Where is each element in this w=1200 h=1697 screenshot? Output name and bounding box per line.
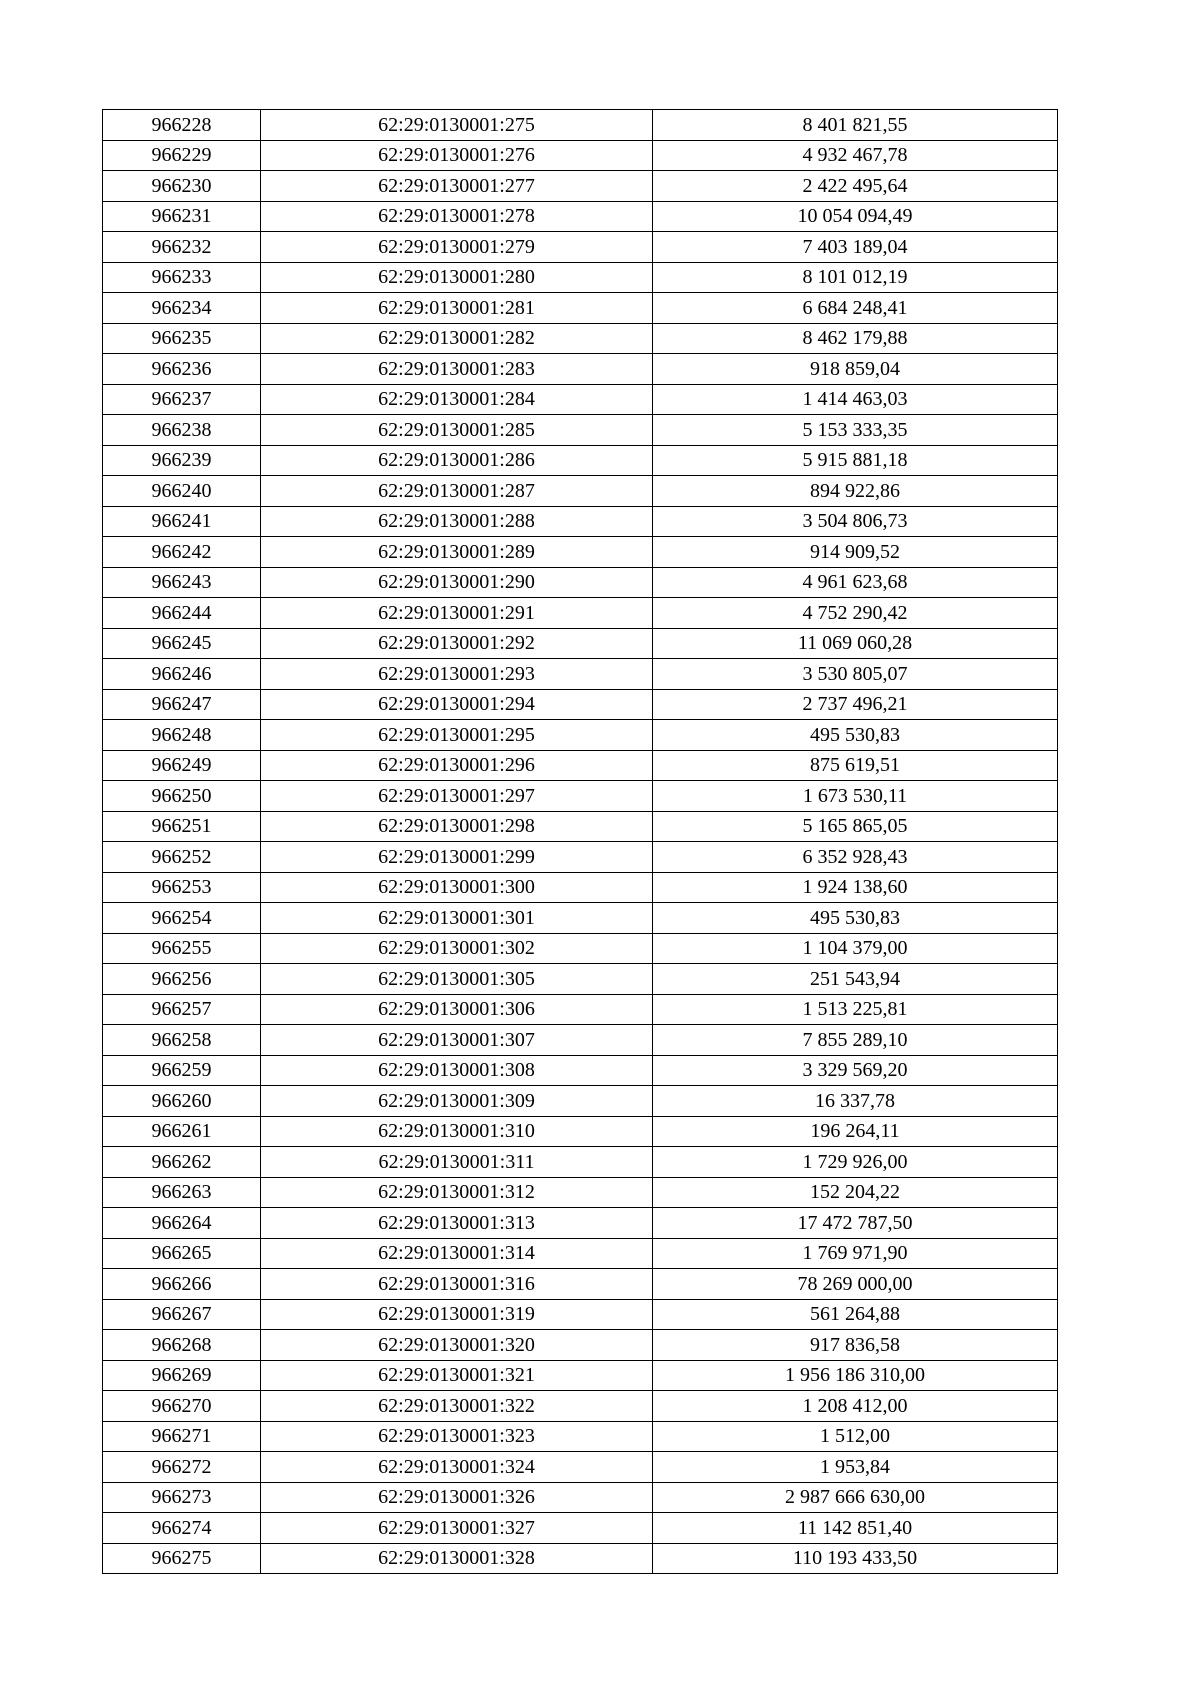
- cadastral-number-cell: 62:29:0130001:298: [261, 811, 653, 842]
- cadastral-value-cell: 1 513 225,81: [653, 994, 1058, 1025]
- cadastral-value-cell: 4 752 290,42: [653, 598, 1058, 629]
- table-row: [103, 1482, 1058, 1513]
- cadastral-value-cell: 1 104 379,00: [653, 933, 1058, 964]
- cadastral-value-cell: 110 193 433,50: [653, 1543, 1058, 1574]
- cadastral-number-cell: 62:29:0130001:320: [261, 1330, 653, 1361]
- row-number-cell: 966270: [103, 1391, 261, 1422]
- table-row: [103, 933, 1058, 964]
- row-number-cell: 966242: [103, 537, 261, 568]
- cadastral-number-cell: 62:29:0130001:297: [261, 781, 653, 812]
- table-body: [103, 110, 1058, 1574]
- table-row: [103, 567, 1058, 598]
- cadastral-number-cell: 62:29:0130001:294: [261, 689, 653, 720]
- table-row: [103, 872, 1058, 903]
- cadastral-number-cell: 62:29:0130001:305: [261, 964, 653, 995]
- cadastral-value-cell: 2 987 666 630,00: [653, 1482, 1058, 1513]
- cadastral-number-cell: 62:29:0130001:301: [261, 903, 653, 934]
- table-row: [103, 781, 1058, 812]
- row-number-cell: 966260: [103, 1086, 261, 1117]
- cadastral-value-cell: 1 953,84: [653, 1452, 1058, 1483]
- cadastral-value-cell: 894 922,86: [653, 476, 1058, 507]
- row-number-cell: 966249: [103, 750, 261, 781]
- cadastral-value-cell: 8 462 179,88: [653, 323, 1058, 354]
- row-number-cell: 966235: [103, 323, 261, 354]
- table-row: [103, 811, 1058, 842]
- row-number-cell: 966228: [103, 110, 261, 141]
- table-row: [103, 1208, 1058, 1239]
- cadastral-number-cell: 62:29:0130001:284: [261, 384, 653, 415]
- row-number-cell: 966257: [103, 994, 261, 1025]
- cadastral-value-cell: 1 769 971,90: [653, 1238, 1058, 1269]
- cadastral-value-cell: 875 619,51: [653, 750, 1058, 781]
- cadastral-number-cell: 62:29:0130001:314: [261, 1238, 653, 1269]
- row-number-cell: 966245: [103, 628, 261, 659]
- cadastral-number-cell: 62:29:0130001:323: [261, 1421, 653, 1452]
- table-row: [103, 1513, 1058, 1544]
- table-row: [103, 262, 1058, 293]
- table-row: [103, 354, 1058, 385]
- cadastral-value-cell: 7 855 289,10: [653, 1025, 1058, 1056]
- cadastral-value-cell: 3 329 569,20: [653, 1055, 1058, 1086]
- cadastral-number-cell: 62:29:0130001:324: [261, 1452, 653, 1483]
- row-number-cell: 966262: [103, 1147, 261, 1178]
- table-row: [103, 842, 1058, 873]
- cadastral-value-cell: 16 337,78: [653, 1086, 1058, 1117]
- table-row: [103, 1299, 1058, 1330]
- table-row: [103, 689, 1058, 720]
- cadastral-number-cell: 62:29:0130001:278: [261, 201, 653, 232]
- cadastral-value-cell: 5 915 881,18: [653, 445, 1058, 476]
- cadastral-value-cell: 1 924 138,60: [653, 872, 1058, 903]
- cadastral-value-cell: 251 543,94: [653, 964, 1058, 995]
- cadastral-value-cell: 3 504 806,73: [653, 506, 1058, 537]
- table-row: [103, 1238, 1058, 1269]
- cadastral-number-cell: 62:29:0130001:283: [261, 354, 653, 385]
- row-number-cell: 966238: [103, 415, 261, 446]
- row-number-cell: 966232: [103, 232, 261, 263]
- row-number-cell: 966271: [103, 1421, 261, 1452]
- cadastral-number-cell: 62:29:0130001:326: [261, 1482, 653, 1513]
- cadastral-number-cell: 62:29:0130001:328: [261, 1543, 653, 1574]
- row-number-cell: 966265: [103, 1238, 261, 1269]
- cadastral-number-cell: 62:29:0130001:275: [261, 110, 653, 141]
- table-row: [103, 1330, 1058, 1361]
- cadastral-value-table: [102, 109, 1058, 1574]
- row-number-cell: 966250: [103, 781, 261, 812]
- cadastral-number-cell: 62:29:0130001:321: [261, 1360, 653, 1391]
- row-number-cell: 966274: [103, 1513, 261, 1544]
- cadastral-number-cell: 62:29:0130001:280: [261, 262, 653, 293]
- table-row: [103, 140, 1058, 171]
- table-row: [103, 994, 1058, 1025]
- cadastral-number-cell: 62:29:0130001:296: [261, 750, 653, 781]
- table-row: [103, 384, 1058, 415]
- cadastral-value-cell: 10 054 094,49: [653, 201, 1058, 232]
- cadastral-value-cell: 8 401 821,55: [653, 110, 1058, 141]
- row-number-cell: 966229: [103, 140, 261, 171]
- row-number-cell: 966266: [103, 1269, 261, 1300]
- cadastral-value-cell: 11 069 060,28: [653, 628, 1058, 659]
- table-row: [103, 201, 1058, 232]
- cadastral-number-cell: 62:29:0130001:299: [261, 842, 653, 873]
- table-row: [103, 293, 1058, 324]
- cadastral-value-cell: 17 472 787,50: [653, 1208, 1058, 1239]
- table-row: [103, 1177, 1058, 1208]
- table-row: [103, 964, 1058, 995]
- row-number-cell: 966246: [103, 659, 261, 690]
- table-row: [103, 903, 1058, 934]
- cadastral-value-cell: 914 909,52: [653, 537, 1058, 568]
- row-number-cell: 966256: [103, 964, 261, 995]
- cadastral-value-cell: 196 264,11: [653, 1116, 1058, 1147]
- cadastral-value-cell: 1 208 412,00: [653, 1391, 1058, 1422]
- row-number-cell: 966252: [103, 842, 261, 873]
- cadastral-number-cell: 62:29:0130001:277: [261, 171, 653, 202]
- cadastral-value-cell: 3 530 805,07: [653, 659, 1058, 690]
- table-row: [103, 537, 1058, 568]
- cadastral-number-cell: 62:29:0130001:311: [261, 1147, 653, 1178]
- cadastral-number-cell: 62:29:0130001:287: [261, 476, 653, 507]
- table-row: [103, 415, 1058, 446]
- cadastral-number-cell: 62:29:0130001:279: [261, 232, 653, 263]
- cadastral-number-cell: 62:29:0130001:276: [261, 140, 653, 171]
- cadastral-number-cell: 62:29:0130001:308: [261, 1055, 653, 1086]
- row-number-cell: 966243: [103, 567, 261, 598]
- cadastral-number-cell: 62:29:0130001:290: [261, 567, 653, 598]
- cadastral-value-cell: 495 530,83: [653, 720, 1058, 751]
- row-number-cell: 966234: [103, 293, 261, 324]
- row-number-cell: 966254: [103, 903, 261, 934]
- cadastral-value-cell: 1 956 186 310,00: [653, 1360, 1058, 1391]
- cadastral-value-cell: 1 673 530,11: [653, 781, 1058, 812]
- table-row: [103, 323, 1058, 354]
- cadastral-number-cell: 62:29:0130001:288: [261, 506, 653, 537]
- row-number-cell: 966237: [103, 384, 261, 415]
- table-row: [103, 720, 1058, 751]
- cadastral-number-cell: 62:29:0130001:300: [261, 872, 653, 903]
- row-number-cell: 966264: [103, 1208, 261, 1239]
- cadastral-value-cell: 2 422 495,64: [653, 171, 1058, 202]
- table-row: [103, 171, 1058, 202]
- table-row: [103, 1086, 1058, 1117]
- cadastral-number-cell: 62:29:0130001:286: [261, 445, 653, 476]
- cadastral-number-cell: 62:29:0130001:310: [261, 1116, 653, 1147]
- cadastral-number-cell: 62:29:0130001:313: [261, 1208, 653, 1239]
- cadastral-number-cell: 62:29:0130001:285: [261, 415, 653, 446]
- row-number-cell: 966263: [103, 1177, 261, 1208]
- cadastral-value-cell: 918 859,04: [653, 354, 1058, 385]
- row-number-cell: 966275: [103, 1543, 261, 1574]
- row-number-cell: 966247: [103, 689, 261, 720]
- row-number-cell: 966233: [103, 262, 261, 293]
- cadastral-value-cell: 1 729 926,00: [653, 1147, 1058, 1178]
- row-number-cell: 966241: [103, 506, 261, 537]
- table-row: [103, 1360, 1058, 1391]
- row-number-cell: 966255: [103, 933, 261, 964]
- row-number-cell: 966259: [103, 1055, 261, 1086]
- table-row: [103, 110, 1058, 141]
- table-row: [103, 1421, 1058, 1452]
- table-row: [103, 1147, 1058, 1178]
- cadastral-value-cell: 1 512,00: [653, 1421, 1058, 1452]
- cadastral-number-cell: 62:29:0130001:319: [261, 1299, 653, 1330]
- cadastral-number-cell: 62:29:0130001:302: [261, 933, 653, 964]
- cadastral-value-cell: 917 836,58: [653, 1330, 1058, 1361]
- cadastral-value-cell: 6 684 248,41: [653, 293, 1058, 324]
- cadastral-value-cell: 5 153 333,35: [653, 415, 1058, 446]
- cadastral-number-cell: 62:29:0130001:327: [261, 1513, 653, 1544]
- cadastral-value-cell: 152 204,22: [653, 1177, 1058, 1208]
- table-row: [103, 1391, 1058, 1422]
- row-number-cell: 966230: [103, 171, 261, 202]
- table-row: [103, 628, 1058, 659]
- cadastral-value-cell: 5 165 865,05: [653, 811, 1058, 842]
- cadastral-number-cell: 62:29:0130001:289: [261, 537, 653, 568]
- row-number-cell: 966251: [103, 811, 261, 842]
- cadastral-value-cell: 11 142 851,40: [653, 1513, 1058, 1544]
- cadastral-value-cell: 561 264,88: [653, 1299, 1058, 1330]
- row-number-cell: 966272: [103, 1452, 261, 1483]
- cadastral-number-cell: 62:29:0130001:282: [261, 323, 653, 354]
- row-number-cell: 966258: [103, 1025, 261, 1056]
- row-number-cell: 966273: [103, 1482, 261, 1513]
- row-number-cell: 966261: [103, 1116, 261, 1147]
- cadastral-value-cell: 1 414 463,03: [653, 384, 1058, 415]
- row-number-cell: 966239: [103, 445, 261, 476]
- cadastral-number-cell: 62:29:0130001:312: [261, 1177, 653, 1208]
- table-row: [103, 506, 1058, 537]
- cadastral-number-cell: 62:29:0130001:309: [261, 1086, 653, 1117]
- row-number-cell: 966236: [103, 354, 261, 385]
- table-row: [103, 659, 1058, 690]
- table-row: [103, 750, 1058, 781]
- row-number-cell: 966248: [103, 720, 261, 751]
- row-number-cell: 966240: [103, 476, 261, 507]
- cadastral-number-cell: 62:29:0130001:293: [261, 659, 653, 690]
- row-number-cell: 966253: [103, 872, 261, 903]
- cadastral-number-cell: 62:29:0130001:316: [261, 1269, 653, 1300]
- cadastral-number-cell: 62:29:0130001:295: [261, 720, 653, 751]
- cadastral-number-cell: 62:29:0130001:307: [261, 1025, 653, 1056]
- table-row: [103, 1452, 1058, 1483]
- cadastral-number-cell: 62:29:0130001:306: [261, 994, 653, 1025]
- cadastral-value-cell: 8 101 012,19: [653, 262, 1058, 293]
- row-number-cell: 966267: [103, 1299, 261, 1330]
- cadastral-number-cell: 62:29:0130001:322: [261, 1391, 653, 1422]
- row-number-cell: 966231: [103, 201, 261, 232]
- table-row: [103, 1543, 1058, 1574]
- table-row: [103, 1269, 1058, 1300]
- row-number-cell: 966244: [103, 598, 261, 629]
- table-row: [103, 1025, 1058, 1056]
- cadastral-value-cell: 7 403 189,04: [653, 232, 1058, 263]
- cadastral-number-cell: 62:29:0130001:292: [261, 628, 653, 659]
- cadastral-value-cell: 78 269 000,00: [653, 1269, 1058, 1300]
- table-row: [103, 476, 1058, 507]
- cadastral-value-cell: 4 961 623,68: [653, 567, 1058, 598]
- cadastral-value-cell: 6 352 928,43: [653, 842, 1058, 873]
- cadastral-number-cell: 62:29:0130001:291: [261, 598, 653, 629]
- table-row: [103, 232, 1058, 263]
- table-row: [103, 1055, 1058, 1086]
- cadastral-number-cell: 62:29:0130001:281: [261, 293, 653, 324]
- cadastral-value-cell: 4 932 467,78: [653, 140, 1058, 171]
- cadastral-value-cell: 495 530,83: [653, 903, 1058, 934]
- row-number-cell: 966268: [103, 1330, 261, 1361]
- table-row: [103, 598, 1058, 629]
- table-row: [103, 1116, 1058, 1147]
- table-row: [103, 445, 1058, 476]
- cadastral-value-cell: 2 737 496,21: [653, 689, 1058, 720]
- row-number-cell: 966269: [103, 1360, 261, 1391]
